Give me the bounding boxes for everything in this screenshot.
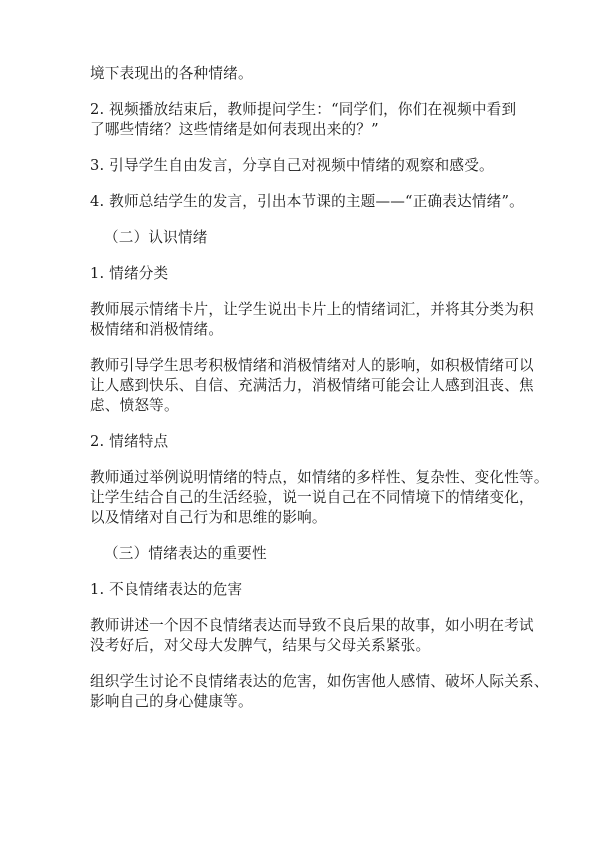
text-line: 境下表现出的各种情绪。 (90, 65, 253, 82)
paragraph (90, 468, 549, 528)
text-line: 让人感到快乐、自信、充满活力，消极情绪可能会让人感到沮丧、焦 (90, 377, 534, 394)
text-line: 3. 引导学生自由发言，分享自己对视频中情绪的观察和感受。 (90, 157, 494, 174)
section-heading (90, 544, 530, 564)
text-line: 极情绪和消极情绪。 (90, 321, 224, 338)
document-page (90, 64, 549, 728)
text-line: 没考好后，对父母大发脾气，结果与父母关系紧张。 (90, 637, 431, 654)
section-heading (90, 228, 530, 248)
text-line: 教师讲述一个因不良情绪表达而导致不良后果的故事，如小明在考试 (90, 617, 534, 634)
text-line: 虑、愤怒等。 (90, 397, 179, 414)
paragraph (90, 580, 530, 600)
text-line: 教师展示情绪卡片，让学生说出卡片上的情绪词汇，并将其分类为积 (90, 301, 534, 318)
text-line: 教师引导学生思考积极情绪和消极情绪对人的影响，如积极情绪可以 (90, 357, 534, 374)
text-line: 2. 视频播放结束后，教师提问学生：“同学们，你们在视频中看到 (90, 101, 517, 118)
text-line: 了哪些情绪？这些情绪是如何表现出来的？” (90, 121, 379, 138)
paragraph (90, 356, 534, 416)
text-line: （二）认识情绪 (104, 229, 208, 246)
text-line: 1. 情绪分类 (90, 265, 169, 282)
paragraph (90, 432, 530, 452)
paragraph (90, 192, 530, 212)
paragraph (90, 264, 530, 284)
paragraph (90, 156, 530, 176)
paragraph (90, 100, 530, 140)
text-line: 让学生结合自己的生活经验，说一说自己在不同情境下的情绪变化， (90, 489, 534, 506)
text-line: 4. 教师总结学生的发言，引出本节课的主题——“正确表达情绪”。 (90, 193, 524, 210)
text-line: 以及情绪对自己行为和思维的影响。 (90, 509, 327, 526)
text-line: 1. 不良情绪表达的危害 (90, 581, 243, 598)
text-line: （三）情绪表达的重要性 (104, 545, 267, 562)
text-line: 教师通过举例说明情绪的特点，如情绪的多样性、复杂性、变化性等。 (90, 469, 549, 486)
text-line: 组织学生讨论不良情绪表达的危害，如伤害他人感情、破坏人际关系、 (90, 673, 549, 690)
paragraph (90, 672, 549, 712)
text-line: 影响自己的身心健康等。 (90, 693, 253, 710)
text-line: 2. 情绪特点 (90, 433, 169, 450)
paragraph (90, 64, 530, 84)
paragraph (90, 300, 534, 340)
paragraph (90, 616, 534, 656)
